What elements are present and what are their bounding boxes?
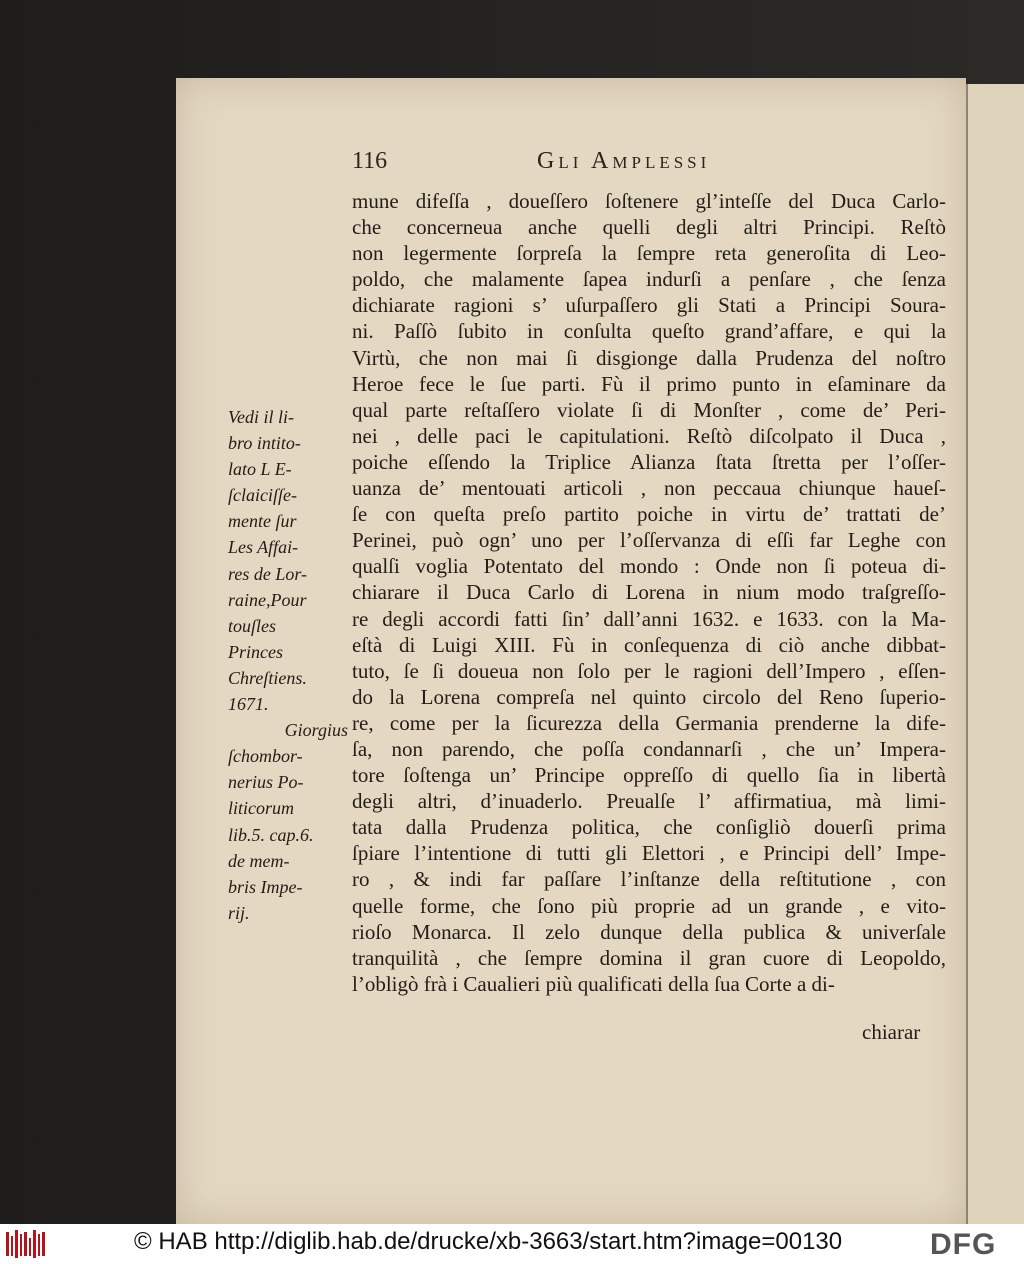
text-line: uanza de’ mentouati articoli , non peccaua chiunque haueſ-: [352, 476, 946, 501]
margin-note-line: liticorum: [228, 798, 294, 819]
page-number: 116: [352, 148, 388, 174]
text-line: ro , & indi far paſſare l’inſtanze della reſtitutione , con: [352, 867, 946, 892]
margin-notes: [228, 404, 348, 926]
source-url-text[interactable]: © HAB http://diglib.hab.de/drucke/xb-3663/start.htm?image=00130: [134, 1228, 843, 1255]
running-title: Gli Amplessi: [537, 148, 711, 174]
text-line: ni. Paſſò ſubito in conſulta queſto grand’affare, e qui la: [352, 319, 946, 344]
text-line: non legermente ſorpreſa la ſempre reta generoſita di Leo-: [352, 241, 946, 266]
margin-note-line: res de Lor-: [228, 563, 307, 584]
text-line: tata dalla Prudenza politica, che conſigliò douerſi prima: [352, 815, 946, 840]
margin-note-line: raine,Pour: [228, 589, 307, 610]
margin-note-line: touſles: [228, 615, 276, 636]
text-line: eſtà di Luigi XIII. Fù in conſequenza di ciò anche dibbat-: [352, 632, 946, 657]
text-line: do la Lorena compreſa nel quinto circolo del Reno ſuperio-: [352, 684, 946, 709]
margin-note-line: Vedi il li-: [228, 407, 294, 427]
text-line: degli altri, d’inuaderlo. Preualſe l’ affirmatiua, mà limi-: [352, 789, 946, 814]
adjacent-page-edge: [966, 84, 1024, 1224]
text-line: rioſo Monarca. Il zelo dunque della publica & univerſale: [352, 919, 946, 944]
margin-note-line: nerius Po-: [228, 772, 304, 793]
margin-note-line: mente ſur: [228, 511, 297, 532]
catchword: chiarar: [862, 1020, 921, 1044]
page-header: [352, 148, 942, 182]
text-line: nei , delle paci le capitulationi. Reſtò diſcolpato il Duca ,: [352, 423, 946, 448]
margin-note-line: de mem-: [228, 850, 290, 871]
text-line: ſpiare l’intentione di tutti gli Elettori , e Principi dell’ Impe-: [352, 841, 946, 866]
text-line: tranquilità , che ſempre domina il gran cuore di Leopoldo,: [352, 945, 946, 970]
text-line: ſe con queſta preſo partito poiche in virtu de’ trattati de’: [352, 502, 946, 527]
text-line: chiarare il Duca Carlo di Lorena in nium modo traſgreſſo-: [352, 580, 946, 605]
text-line: tuto, ſe ſi doueua non ſolo per le ragioni dell’Impero , eſſen-: [352, 658, 946, 683]
text-line: re, come per la ſicurezza della Germania prenderne la dife-: [352, 710, 946, 735]
dfg-logo: DFG: [930, 1228, 997, 1261]
text-line: ſa, non parendo, che poſſa condannarſi , che un’ Impera-: [352, 736, 946, 761]
text-line: poiche eſſendo la Triplice Alianza ſtata ſtretta per l’oſſer-: [352, 449, 946, 474]
text-line: Heroe fece le ſue parti. Fù il primo punto in eſaminare da: [352, 371, 946, 396]
text-line: poldo, che malamente ſapea indurſi a penſare , che ſenza: [352, 267, 946, 292]
margin-note-line: lato L E-: [228, 459, 292, 480]
text-line: dichiarate ragioni s’ uſurpaſſero gli Stati a Principi Soura-: [352, 293, 946, 318]
text-line: mune difeſſa , doueſſero ſoſtenere gl’inteſſe del Duca Carlo-: [352, 189, 946, 213]
margin-note-line: Princes: [228, 641, 283, 662]
text-line: quelle forme, che ſono più proprie ad un grande , e vito-: [352, 893, 946, 918]
margin-note-line: lib.5. cap.6.: [228, 824, 314, 845]
footer-bar: [0, 1224, 1024, 1264]
margin-note-line: ſchombor-: [228, 746, 303, 767]
text-line: tore ſoſtenga un’ Principe oppreſſo di quello ſia in libertà: [352, 763, 946, 788]
margin-note-line: rij.: [228, 902, 250, 923]
text-line: qualſi voglia Potentato del mondo : Onde non ſi poteua di-: [352, 554, 946, 579]
margin-note-line: Giorgius: [284, 720, 348, 741]
margin-note-line: Les Affai-: [228, 537, 299, 558]
text-line: Perinei, può ogn’ uno per l’oſſervanza di eſſi far Leghe con: [352, 528, 946, 553]
text-line: Virtù, che non mai ſi disgionge dalla Prudenza del noſtro: [352, 345, 946, 370]
hab-barcode-icon: [6, 1230, 46, 1258]
text-line: qual parte reſtaſſero violate ſi di Monſter , come de’ Peri-: [352, 397, 946, 422]
body-text: [352, 188, 946, 997]
margin-note-line: ſclaiciſſe-: [228, 485, 297, 506]
margin-note-line: Chreſtiens.: [228, 667, 307, 688]
margin-note-line: bris Impe-: [228, 876, 303, 897]
margin-note-line: bro intito-: [228, 433, 301, 454]
text-line: che concerneua anche quelli degli altri Principi. Reſtò: [352, 215, 946, 240]
text-line: re degli accordi fatti ſin’ dall’anni 1632. e 1633. con la Ma-: [352, 606, 946, 631]
text-line: l’obligò frà i Caualieri più qualificati della ſua Corte a di-: [352, 971, 835, 996]
margin-note-line: 1671.: [228, 694, 269, 715]
